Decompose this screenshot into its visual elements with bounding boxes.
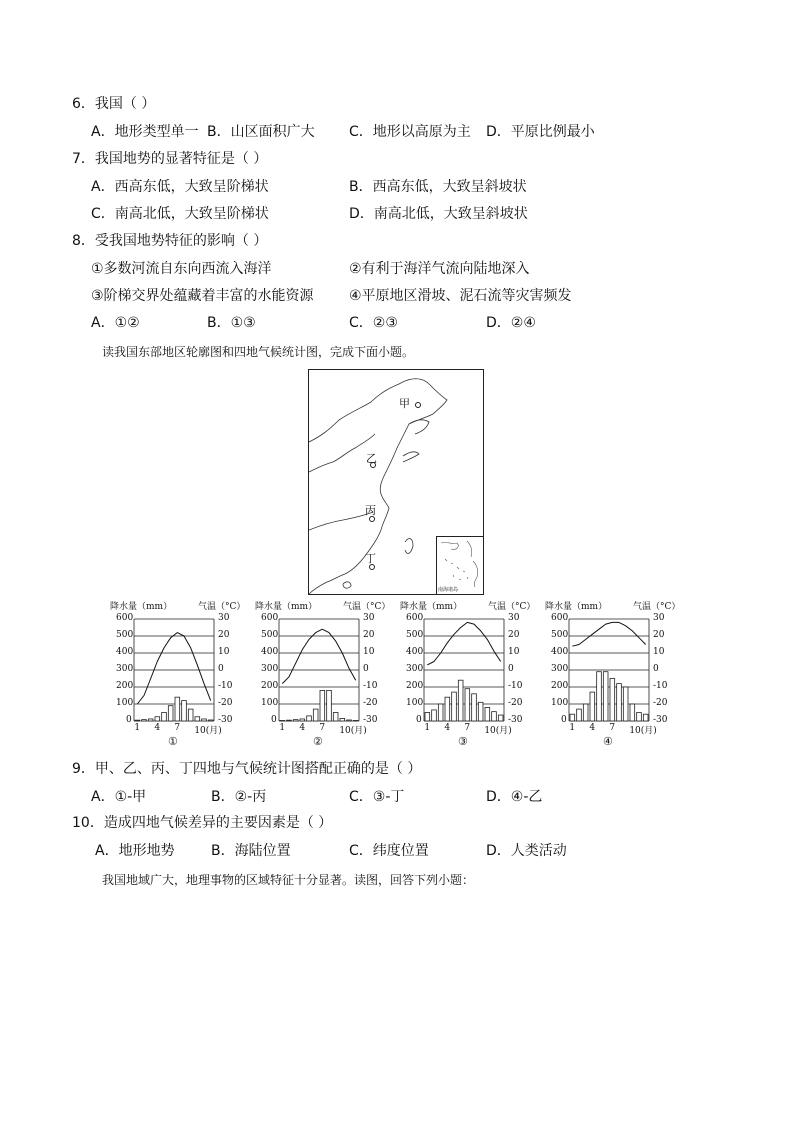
precip-bar <box>485 707 490 721</box>
precip-tick-label: 400 <box>261 647 279 657</box>
temp-axis-title: 气温（°C） <box>488 602 536 612</box>
month-tick-label: 1 <box>424 723 431 733</box>
precip-tick-label: 100 <box>116 698 134 708</box>
q7-option-a[interactable]: A．西高东低，大致呈阶梯状 <box>91 179 269 195</box>
map-label-jia: 甲 <box>399 397 410 410</box>
temp-tick-label: -30 <box>653 715 668 725</box>
precip-bar <box>333 713 338 722</box>
month-tick-label: 7 <box>174 723 181 733</box>
precip-tick-label: 400 <box>406 647 424 657</box>
precip-bar <box>162 713 167 722</box>
precip-tick-label: 300 <box>551 664 569 674</box>
precip-bar <box>320 690 325 721</box>
q7-option-d[interactable]: D．南高北低，大致呈斜坡状 <box>349 206 528 222</box>
q7-option-c[interactable]: C．南高北低，大致呈阶梯状 <box>91 206 269 222</box>
map-point-bing <box>369 516 375 522</box>
precip-bar <box>577 709 582 721</box>
precip-bar <box>445 697 450 721</box>
precip-bar <box>583 704 588 721</box>
q6-option-d[interactable]: D．平原比例最小 <box>486 124 595 140</box>
q8-option-d[interactable]: D．②④ <box>486 315 536 331</box>
temp-tick-label: -30 <box>363 715 378 725</box>
precip-bar <box>148 719 153 721</box>
chart-number-label: ② <box>313 735 323 748</box>
precip-tick-label: 300 <box>261 664 279 674</box>
temp-tick-label: -30 <box>508 715 523 725</box>
temp-tick-label: 0 <box>363 664 369 674</box>
precip-bar <box>208 720 213 721</box>
map-label-bing: 丙 <box>365 504 376 517</box>
climate-chart-4 <box>539 597 679 749</box>
q6-option-b[interactable]: B．山区面积广大 <box>207 124 315 140</box>
precip-bar <box>142 720 147 721</box>
precip-tick-label: 200 <box>406 681 424 691</box>
map-point-ding <box>369 564 375 570</box>
q9-stem: 9．甲、乙、丙、丁四地与气候统计图搭配正确的是（ ） <box>72 761 422 777</box>
precip-axis-title: 降水量（mm） <box>255 602 318 612</box>
temperature-line <box>427 622 500 665</box>
precip-bar <box>472 694 477 721</box>
q10-option-b[interactable]: B．海陆位置 <box>211 843 291 859</box>
q6-stem: 6．我国（ ） <box>72 96 156 112</box>
temp-tick-label: 0 <box>218 664 224 674</box>
q6-option-c[interactable]: C．地形以高原为主 <box>349 124 471 140</box>
precip-bar <box>135 720 140 721</box>
month-tick-label: 10(月) <box>629 726 657 736</box>
precip-tick-label: 100 <box>406 698 424 708</box>
q8-option-b[interactable]: B．①③ <box>207 315 256 331</box>
precip-bar <box>465 689 470 721</box>
precip-bar <box>617 684 622 721</box>
temp-tick-label: -20 <box>653 698 668 708</box>
precip-tick-label: 600 <box>116 613 134 623</box>
climate-chart-1 <box>104 597 244 749</box>
precip-bar <box>425 713 430 722</box>
precip-bar <box>307 716 312 721</box>
precip-bar <box>313 709 318 721</box>
month-tick-label: 1 <box>279 723 286 733</box>
precip-axis-title: 降水量（mm） <box>545 602 608 612</box>
precip-tick-label: 300 <box>406 664 424 674</box>
precip-tick-label: 0 <box>416 715 422 725</box>
q10-option-c[interactable]: C．纬度位置 <box>349 843 429 859</box>
precip-bar <box>492 712 497 721</box>
map-point-jia <box>415 402 421 408</box>
precip-axis-title: 降水量（mm） <box>110 602 173 612</box>
month-tick-label: 10(月) <box>194 726 222 736</box>
q9-option-c[interactable]: C．③-丁 <box>349 789 405 805</box>
precip-bar <box>353 720 358 721</box>
precip-bar <box>603 672 608 721</box>
month-tick-label: 4 <box>444 723 451 733</box>
precip-bar <box>630 704 635 721</box>
q10-option-a[interactable]: A．地形地势 <box>95 843 175 859</box>
precip-bar <box>168 706 173 721</box>
east-china-map <box>308 369 484 595</box>
precip-bar <box>432 710 437 721</box>
q8-statement-2: ②有利于海洋气流向陆地深入 <box>349 261 530 277</box>
q8-option-c[interactable]: C．②③ <box>349 315 398 331</box>
inset-caption: 南海诸岛 <box>438 587 459 593</box>
q6-option-a[interactable]: A．地形类型单一 <box>91 124 199 140</box>
temp-axis-title: 气温（°C） <box>343 602 391 612</box>
precip-bar <box>478 702 483 721</box>
q7-stem: 7．我国地势的显著特征是（ ） <box>72 151 268 167</box>
precip-tick-label: 200 <box>551 681 569 691</box>
precip-tick-label: 500 <box>551 630 569 640</box>
temp-tick-label: 30 <box>218 613 230 623</box>
temp-tick-label: -20 <box>508 698 523 708</box>
precip-bar <box>155 717 160 721</box>
month-tick-label: 7 <box>464 723 471 733</box>
climate-chart-3 <box>394 597 534 749</box>
temp-tick-label: 20 <box>218 630 230 640</box>
precip-tick-label: 200 <box>261 681 279 691</box>
precip-bar <box>570 714 575 721</box>
precip-axis-title: 降水量（mm） <box>400 602 463 612</box>
q8-statement-1: ①多数河流自东向西流入海洋 <box>91 261 272 277</box>
temp-tick-label: 20 <box>653 630 665 640</box>
precip-tick-label: 500 <box>261 630 279 640</box>
precip-bar <box>280 720 285 721</box>
precip-bar <box>597 672 602 721</box>
south-china-sea-inset <box>436 536 484 595</box>
precip-tick-label: 0 <box>561 715 567 725</box>
precip-bar <box>293 720 298 721</box>
month-tick-label: 7 <box>609 723 616 733</box>
temperature-line <box>137 633 210 704</box>
precip-tick-label: 100 <box>551 698 569 708</box>
precip-bar <box>498 715 503 721</box>
temp-tick-label: -20 <box>363 698 378 708</box>
precip-bar <box>610 679 615 722</box>
month-tick-label: 4 <box>589 723 596 733</box>
precip-tick-label: 400 <box>551 647 569 657</box>
month-tick-label: 4 <box>154 723 161 733</box>
precip-bar <box>643 714 648 721</box>
temp-tick-label: 10 <box>363 647 375 657</box>
q9-option-d[interactable]: D．④-乙 <box>486 789 543 805</box>
month-tick-label: 1 <box>134 723 141 733</box>
temperature-line <box>282 629 355 683</box>
precip-bar <box>287 720 292 721</box>
month-tick-label: 7 <box>319 723 326 733</box>
precip-bar <box>623 687 628 721</box>
month-tick-label: 10(月) <box>484 726 512 736</box>
precip-bar <box>188 709 193 721</box>
temp-tick-label: 0 <box>508 664 514 674</box>
month-tick-label: 1 <box>569 723 576 733</box>
precip-bar <box>300 719 305 721</box>
temp-tick-label: 10 <box>218 647 230 657</box>
temp-tick-label: 10 <box>653 647 665 657</box>
temp-tick-label: 30 <box>363 613 375 623</box>
temp-tick-label: 0 <box>653 664 659 674</box>
temp-tick-label: 20 <box>508 630 520 640</box>
precip-bar <box>182 701 187 721</box>
temp-tick-label: 30 <box>508 613 520 623</box>
chart-number-label: ① <box>168 735 178 748</box>
q8-statement-3: ③阶梯交界处蕴藏着丰富的水能资源 <box>91 288 314 304</box>
q8-option-a[interactable]: A．①② <box>91 315 140 331</box>
precip-tick-label: 600 <box>261 613 279 623</box>
intro-text-2: 我国地域广大，地理事物的区域特征十分显著。读图，回答下列小题： <box>102 873 475 887</box>
climate-chart-2 <box>249 597 389 749</box>
precip-tick-label: 0 <box>271 715 277 725</box>
q10-option-d[interactable]: D．人类活动 <box>486 843 567 859</box>
temp-axis-title: 气温（°C） <box>633 602 681 612</box>
q10-stem: 10．造成四地气候差异的主要因素是（ ） <box>72 815 333 831</box>
precip-tick-label: 400 <box>116 647 134 657</box>
chart-number-label: ③ <box>458 735 468 748</box>
temp-tick-label: -30 <box>218 715 233 725</box>
temp-tick-label: -10 <box>218 681 233 691</box>
precip-bar <box>637 713 642 722</box>
precip-bar <box>202 719 207 721</box>
temperature-line <box>572 622 645 646</box>
precip-bar <box>340 718 345 721</box>
temp-tick-label: -10 <box>653 681 668 691</box>
precip-tick-label: 100 <box>261 698 279 708</box>
q9-option-b[interactable]: B．②-丙 <box>211 789 267 805</box>
map-label-yi: 乙 <box>366 452 377 465</box>
month-tick-label: 10(月) <box>339 726 367 736</box>
temp-tick-label: -10 <box>508 681 523 691</box>
chart-number-label: ④ <box>603 735 613 748</box>
q8-statement-4: ④平原地区滑坡、泥石流等灾害频发 <box>349 288 572 304</box>
precip-bar <box>195 717 200 721</box>
precip-bar <box>458 680 463 721</box>
precip-tick-label: 300 <box>116 664 134 674</box>
precip-bar <box>452 692 457 721</box>
precip-tick-label: 600 <box>551 613 569 623</box>
precip-bar <box>347 720 352 721</box>
map-label-ding: 丁 <box>365 552 376 565</box>
precip-tick-label: 200 <box>116 681 134 691</box>
temp-tick-label: 10 <box>508 647 520 657</box>
temp-tick-label: -10 <box>363 681 378 691</box>
map-point-yi <box>370 462 376 468</box>
precip-tick-label: 500 <box>406 630 424 640</box>
month-tick-label: 4 <box>299 723 306 733</box>
q9-option-a[interactable]: A．①-甲 <box>91 789 147 805</box>
precip-bar <box>438 704 443 721</box>
precip-tick-label: 500 <box>116 630 134 640</box>
precip-bar <box>590 692 595 721</box>
q7-option-b[interactable]: B．西高东低，大致呈斜坡状 <box>349 179 527 195</box>
temp-tick-label: -20 <box>218 698 233 708</box>
precip-bar <box>327 690 332 721</box>
temp-tick-label: 20 <box>363 630 375 640</box>
precip-tick-label: 0 <box>126 715 132 725</box>
precip-bar <box>175 697 180 721</box>
intro-text-1: 读我国东部地区轮廓图和四地气候统计图，完成下面小题。 <box>102 345 415 359</box>
temp-tick-label: 30 <box>653 613 665 623</box>
temp-axis-title: 气温（°C） <box>198 602 246 612</box>
precip-tick-label: 600 <box>406 613 424 623</box>
q8-stem: 8．受我国地势特征的影响（ ） <box>72 233 268 249</box>
